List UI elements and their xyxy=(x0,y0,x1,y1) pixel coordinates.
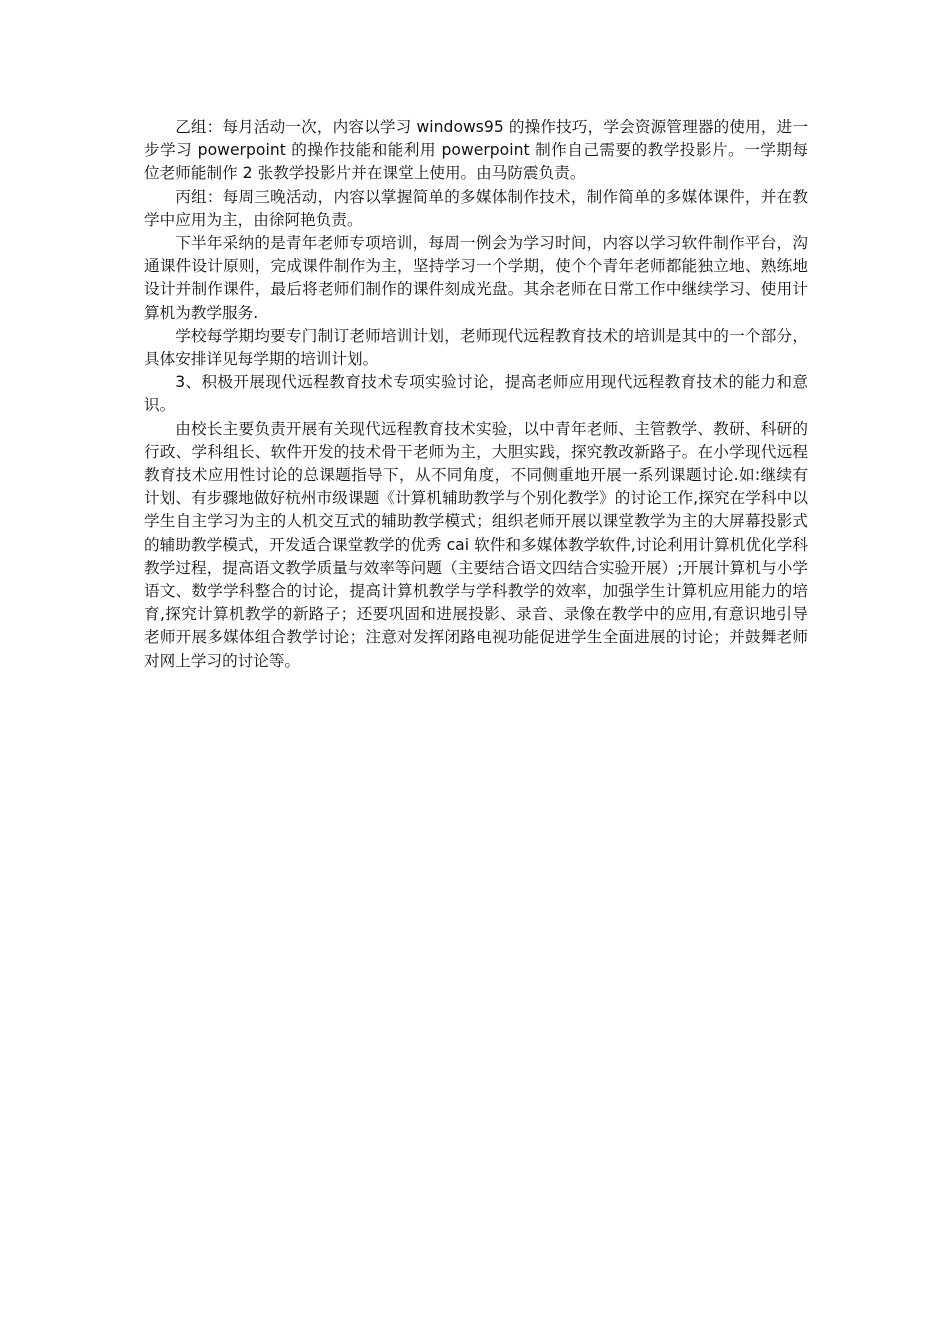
paragraph-training-plan: 学校每学期均要专门制订老师培训计划，老师现代远程教育技术的培训是其中的一个部分，具体安排详见每学期的培训计划。 xyxy=(144,326,808,369)
paragraph-section-3-heading: 3、积极开展现代远程教育技术专项实验讨论，提高老师应用现代远程教育技术的能力和意识。 xyxy=(144,373,808,415)
paragraph-group-b: 乙组：每月活动一次，内容以学习 windows95 的操作技巧，学会资源管理器的使用，进一步学习 powerpoint 的操作技能和能利用 powerpoint 制作自己需要的教学投影片。一学期每位老师能制作 2 张教学投影片并在课堂上使用。由马防震负责。 xyxy=(144,118,808,183)
paragraph-group-c: 丙组：每周三晚活动，内容以掌握简单的多媒体制作技术，制作简单的多媒体课件，并在教学中应用为主，由徐阿艳负责。 xyxy=(144,187,808,229)
document-body xyxy=(144,116,808,673)
paragraph-young-teacher-training: 下半年采纳的是青年老师专项培训，每周一例会为学习时间，内容以学习软件制作平台，沟通课件设计原则，完成课件制作为主，坚持学习一个学期，使个个青年老师都能独立地、熟练地设计并制作课件，最后将老师们制作的课件刻成光盘。其余老师在日常工作中继续学习、使用计算机为教学服务. xyxy=(144,234,808,322)
paragraph-experiment-research: 由校长主要负责开展有关现代远程教育技术实验，以中青年老师、主管教学、教研、科研的行政、学科组长、软件开发的技术骨干老师为主，大胆实践，探究教改新路子。在小学现代远程教育技术应用性讨论的总课题指导下，从不同角度，不同侧重地开展一系列课题讨论.如:继续有计划、有步骤地做好杭州市级课题《计算机辅助教学与个别化教学》的讨论工作,探究在学科中以学生自主学习为主的人机交互式的辅助教学模式；组织老师开展以课堂教学为主的大屏幕投影式的辅助教学模式，开发适合课堂教学的优秀 cai 软件和多媒体教学软件,讨论利用计算机优化学科教学过程，提高语文教学质量与效率等问题（主要结合语文四结合实验开展）;开展计算机与小学语文、数学学科整合的讨论，提高计算机教学与学科教学的效率，加强学生计算机应用能力的培育,探究计算机教学的新路子；还要巩固和进展投影、录音、录像在教学中的应用,有意识地引导老师开展多媒体组合教学讨论；注意对发挥闭路电视功能促进学生全面进展的讨论；并鼓舞老师对网上学习的讨论等。 xyxy=(144,419,808,670)
